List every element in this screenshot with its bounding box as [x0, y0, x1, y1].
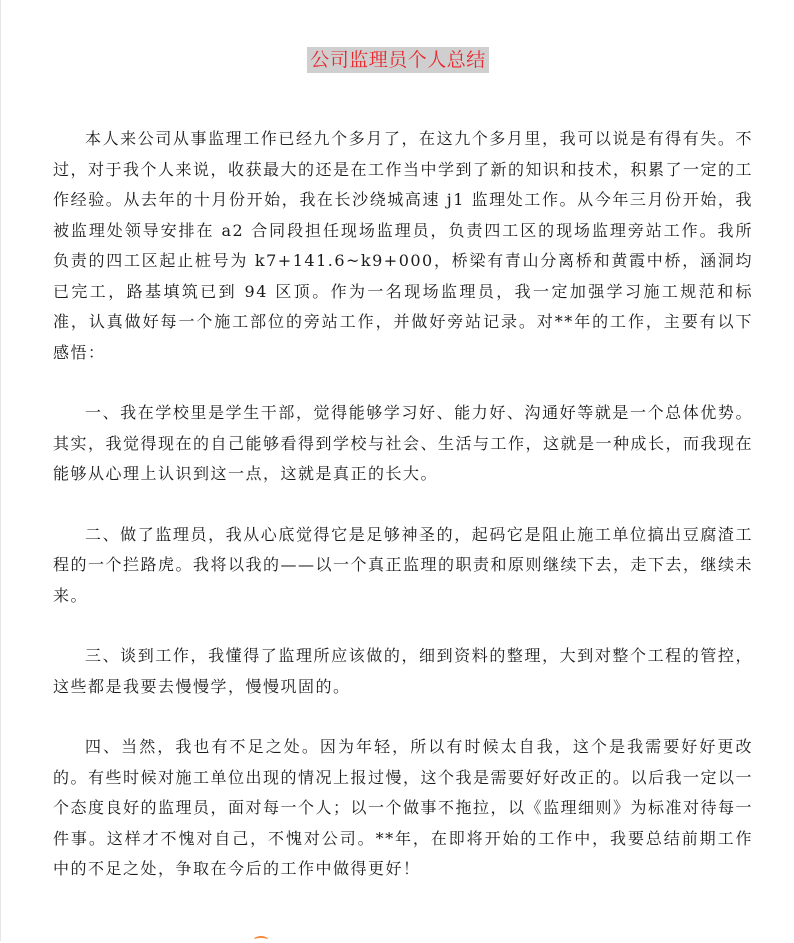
paragraph-intro: 本人来公司从事监理工作已经九个多月了，在这九个多月里，我可以说是有得有失。不过，对于我个人来说，收获最大的还是在工作当中学到了新的知识和技术，积累了一定的工作经验。从去年的十月份开始，我在长沙绕城高速 j1 监理处工作。从今年三月份开始，我被监理处领导安排在 a2 合同段担任现场监理员，负责四工区的现场监理旁站工作。我所负责的四工区起止桩号为 k7+141.6~k9+000，桥梁有青山分离桥和黄霞中桥，涵洞均已完工，路基填筑已到 94 区顶。作为一名现场监理员，我一定加强学习施工规范和标准，认真做好每一个施工部位的旁站工作，并做好旁站记录。对**年的工作，主要有以下感悟： [53, 129, 754, 362]
paragraph-point-two: 二、做了监理员，我从心底觉得它是足够神圣的，起码它是阻止施工单位搞出豆腐渣工程的一个拦路虎。我将以我的——以一个真正监理的职责和原则继续下去，走下去，继续未来。 [53, 524, 754, 605]
paragraph-point-three: 三、谈到工作，我懂得了监理所应该做的，细到资料的整理，大到对整个工程的管控，这些都是我要去慢慢学，慢慢巩固的。 [53, 646, 753, 696]
document-body [53, 124, 753, 915]
decorative-mark-icon [254, 936, 268, 943]
paragraph-point-one: 一、我在学校里是学生干部，觉得能够学习好、能力好、沟通好等就是一个总体优势。其实，我觉得现在的自己能够看得到学校与社会、生活与工作，这就是一种成长，而我现在能够从心理上认识到这一点，这就是真正的长大。 [53, 403, 754, 483]
page-title: 公司监理员个人总结 [307, 47, 489, 73]
paragraph-point-four: 四、当然，我也有不足之处。因为年轻，所以有时候太自我，这个是我需要好好更改的。有些时候对施工单位出现的情况上报过慢，这个我是需要好好改正的。以后我一定以一个态度良好的监理员，面对每一个人；以一个做事不拖拉，以《监理细则》为标准对待每一件事。这样才不愧对自己，不愧对公司。**年，在即将开始的工作中，我要总结前期工作中的不足之处，争取在今后的工作中做得更好！ [53, 737, 754, 878]
title-container [1, 47, 794, 73]
